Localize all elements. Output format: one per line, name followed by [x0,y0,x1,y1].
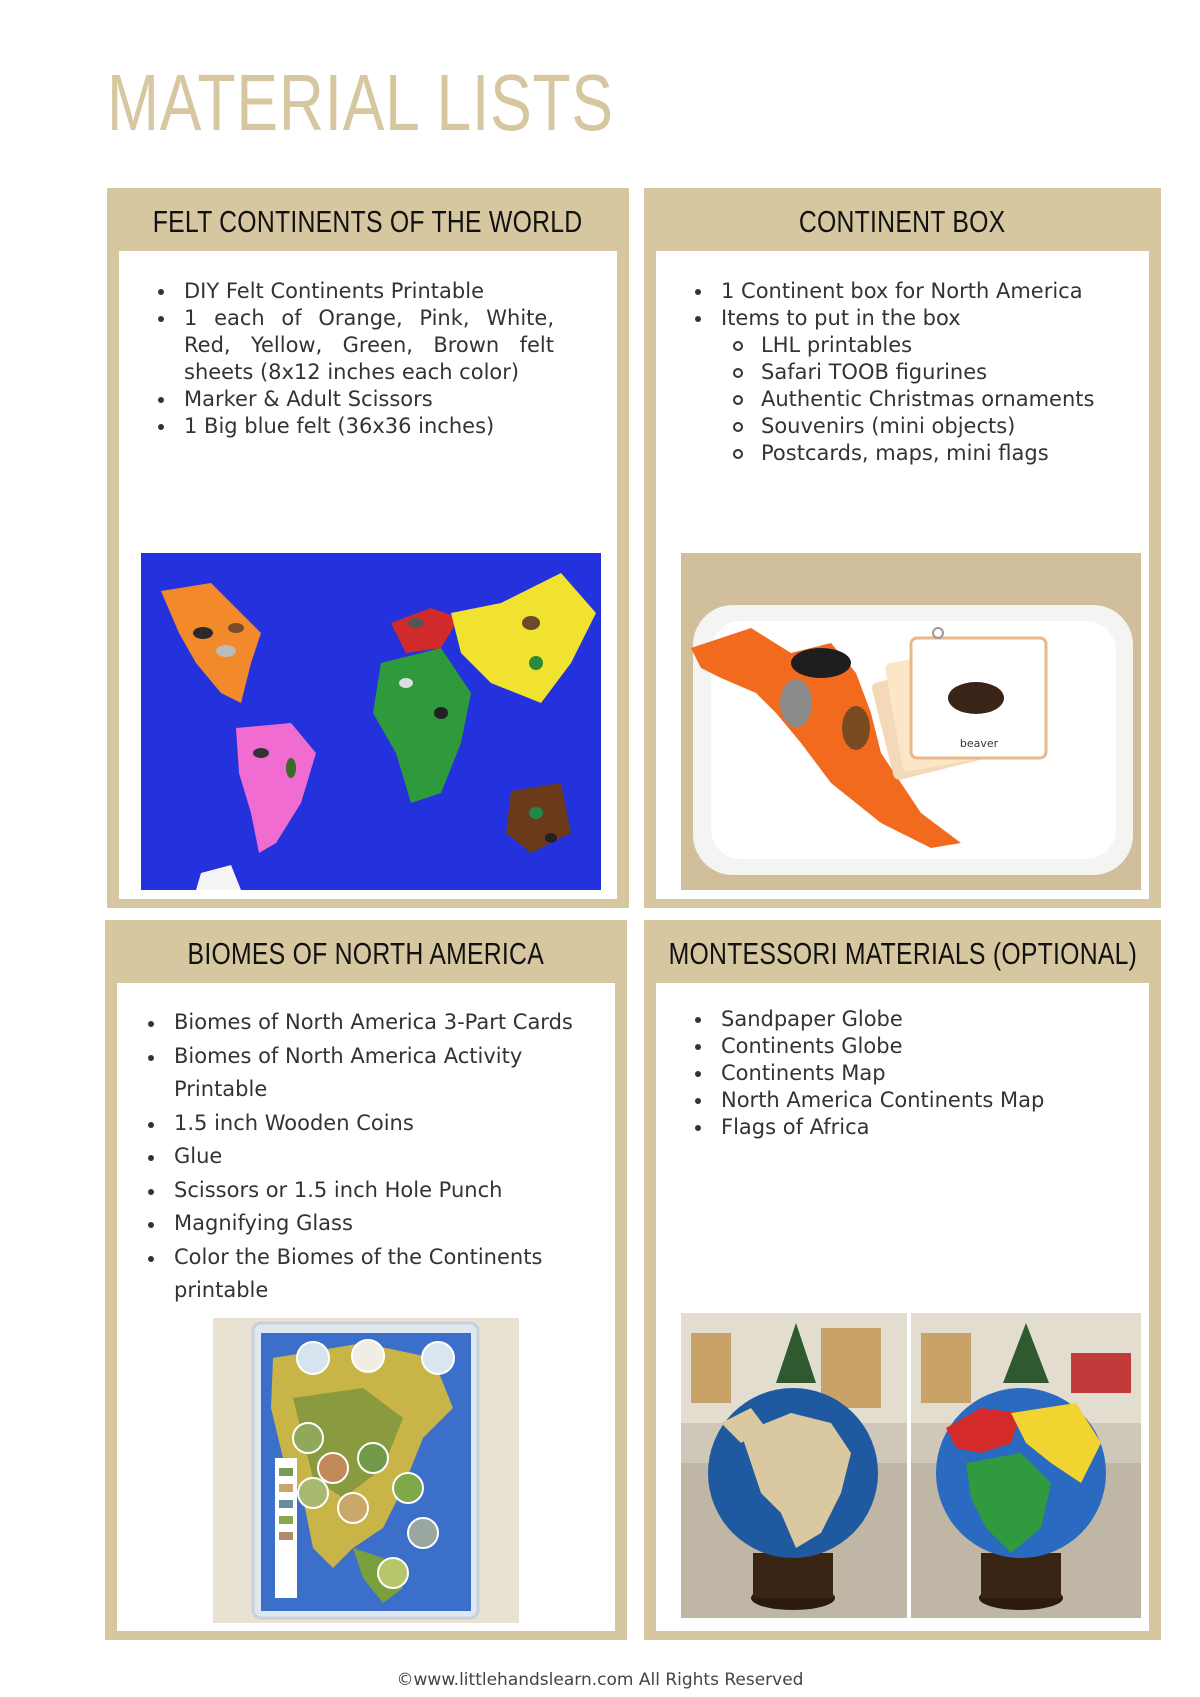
sub-list-item: Authentic Christmas ornaments [691,386,1121,413]
list-item: Marker & Adult Scissors [154,386,554,413]
copyright-footer: ©www.littlehandslearn.com All Rights Reserved [396,1670,804,1690]
felt-continents-card [107,188,629,908]
materials-list [691,278,1121,467]
card-body [119,251,617,899]
biomes-card [105,920,627,1640]
materials-list [144,1006,604,1308]
sub-list-item: Souvenirs (mini objects) [691,413,1121,440]
continent-box-card [644,188,1161,908]
list-item: Continents Globe [691,1033,1131,1060]
materials-list [154,278,554,440]
list-item: 1 Big blue felt (36x36 inches) [154,413,554,440]
list-item: Continents Map [691,1060,1131,1087]
list-item: 1 Continent box for North America [691,278,1121,305]
list-item: Items to put in the box [691,305,1121,332]
list-item: DIY Felt Continents Printable [154,278,554,305]
list-item: Color the Biomes of the Continents printable [144,1241,604,1308]
list-item: Sandpaper Globe [691,1006,1131,1033]
card-header [110,925,622,983]
biomes-map-photo [213,1318,519,1623]
card-body [117,983,615,1631]
card-header [649,193,1156,251]
card-header [112,193,624,251]
card-body [656,251,1149,899]
list-item: North America Continents Map [691,1087,1131,1114]
sub-list-item: Postcards, maps, mini flags [691,440,1121,467]
sub-list-item: Safari TOOB figurines [691,359,1121,386]
montessori-card [644,920,1161,1640]
card-title: CONTINENT BOX [799,204,1006,239]
continent-box-photo [681,553,1141,890]
felt-continents-photo [141,553,601,890]
globes-photo [681,1313,1141,1618]
list-item: Scissors or 1.5 inch Hole Punch [144,1174,604,1208]
list-item: 1 each of Orange, Pink, White, Red, Yellow, Green, Brown felt sheets (8x12 inches each color) [154,305,554,386]
list-item: Magnifying Glass [144,1207,604,1241]
list-item: Biomes of North America 3-Part Cards [144,1006,604,1040]
card-title: MONTESSORI MATERIALS (OPTIONAL) [668,936,1137,971]
list-item: Flags of Africa [691,1114,1131,1141]
card-title: BIOMES OF NORTH AMERICA [187,936,545,971]
photo-card-label: beaver [959,737,999,750]
page-title: MATERIAL LISTS [107,58,614,147]
materials-list [691,1006,1131,1141]
list-item: Biomes of North America Activity Printable [144,1040,604,1107]
card-header [649,925,1156,983]
sub-list-item: LHL printables [691,332,1121,359]
list-item: 1.5 inch Wooden Coins [144,1107,604,1141]
card-title: FELT CONTINENTS OF THE WORLD [153,204,583,239]
card-body [656,983,1149,1631]
list-item: Glue [144,1140,604,1174]
